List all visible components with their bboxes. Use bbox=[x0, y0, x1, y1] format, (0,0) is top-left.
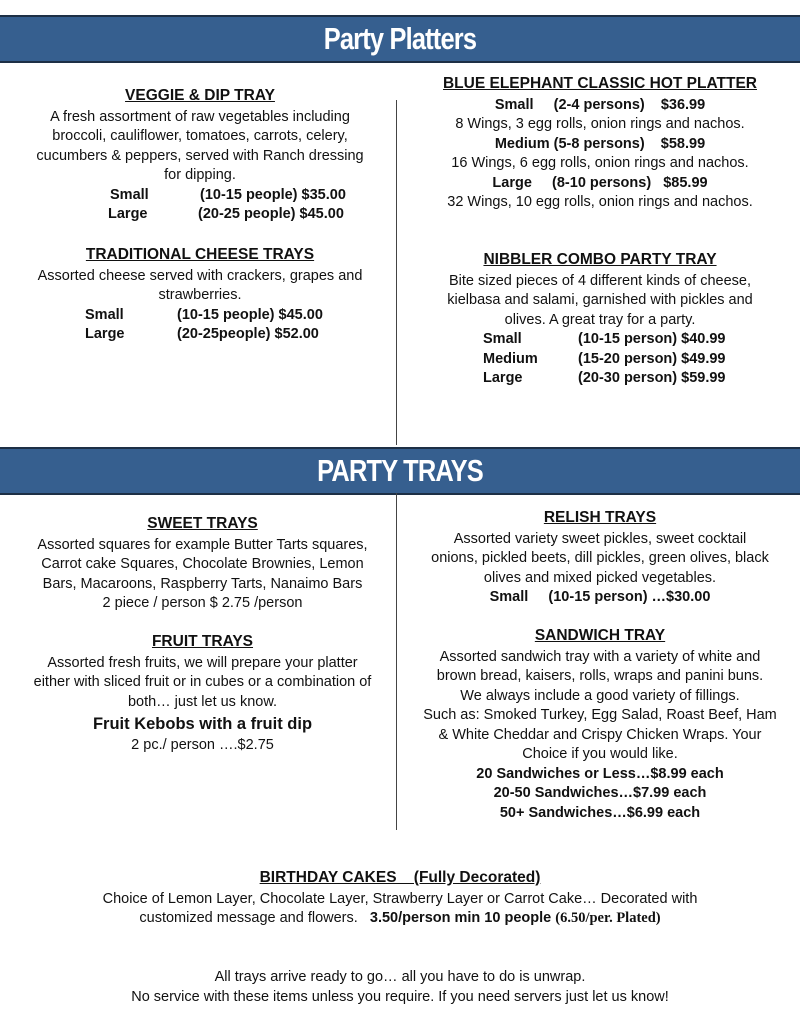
desc-line: brown bread, kaisers, rolls, wraps and panini buns. bbox=[436, 668, 764, 684]
desc-line: cucumbers & peppers, served with Ranch dressing bbox=[36, 147, 364, 164]
column-divider bbox=[396, 100, 397, 445]
party-trays-banner bbox=[0, 447, 800, 495]
column-divider bbox=[396, 493, 397, 830]
desc-line: olives and mixed picked vegetables. bbox=[483, 569, 717, 586]
section-title: VEGGIE & DIP TRAY bbox=[125, 87, 275, 104]
price-line: Small (10-15 person) …$30.00 bbox=[489, 589, 711, 605]
section-title: SWEET TRAYS bbox=[147, 515, 258, 532]
desc-line: We always include a good variety of fillings. bbox=[460, 687, 740, 704]
desc-line: 32 Wings, 10 egg rolls, onion rings and nachos. bbox=[447, 194, 753, 210]
desc-line: 16 Wings, 6 egg rolls, onion rings and nachos. bbox=[451, 155, 749, 171]
cake-price: 3.50/person min 10 people bbox=[369, 910, 552, 926]
price-line: 2 pc./ person ….$2.75 bbox=[131, 737, 274, 753]
price-line: 2 piece / person $ 2.75 /person bbox=[102, 595, 303, 611]
size-label: Large bbox=[85, 326, 125, 342]
size-price: (10-15 person) $40.99 bbox=[578, 331, 726, 347]
section-title: NIBBLER COMBO PARTY TRAY bbox=[483, 251, 717, 268]
desc-line: & White Cheddar and Crispy Chicken Wraps. Your bbox=[438, 726, 762, 743]
cakes-section bbox=[0, 868, 800, 929]
fruit-section bbox=[10, 632, 395, 756]
desc-line: olives. A great tray for a party. bbox=[504, 311, 696, 328]
desc-line: Choice of Lemon Layer, Chocolate Layer, Strawberry Layer or Carrot Cake… Decorated with bbox=[102, 890, 698, 907]
cheese-section bbox=[20, 245, 380, 345]
size-row bbox=[20, 325, 380, 345]
size-row bbox=[405, 350, 795, 370]
size-row bbox=[20, 205, 380, 225]
relish-section bbox=[405, 508, 795, 608]
desc-line: Assorted sandwich tray with a variety of white and bbox=[439, 648, 761, 665]
party-platters-banner bbox=[0, 15, 800, 63]
size-label: Small bbox=[483, 331, 522, 347]
desc-line: 8 Wings, 3 egg rolls, onion rings and nachos. bbox=[455, 116, 745, 132]
desc-line: A fresh assortment of raw vegetables including bbox=[50, 108, 350, 125]
desc-line: Bars, Macaroons, Raspberry Tarts, Nanaimo Bars bbox=[42, 575, 363, 592]
desc-line: Assorted fresh fruits, we will prepare your platter bbox=[47, 654, 358, 671]
hot-platter-section bbox=[405, 74, 795, 213]
size-label: Small bbox=[85, 306, 124, 323]
desc-line: Assorted variety sweet pickles, sweet cocktail bbox=[453, 530, 747, 547]
section-title: TRADITIONAL CHEESE TRAYS bbox=[85, 246, 315, 263]
desc-line: strawberries. bbox=[158, 287, 242, 303]
size-price: Large (8-10 persons) $85.99 bbox=[492, 174, 708, 191]
section-title: BIRTHDAY CAKES (Fully Decorated) bbox=[259, 869, 541, 886]
nibbler-section bbox=[405, 250, 795, 389]
footer-line: No service with these items unless you require. If you need servers just let us know! bbox=[131, 988, 669, 1005]
size-price: (15-20 person) $49.99 bbox=[578, 350, 726, 367]
size-label: Medium bbox=[483, 350, 538, 367]
size-price: (20-30 person) $59.99 bbox=[578, 370, 726, 386]
desc-line: Carrot cake Squares, Chocolate Brownies, Lemon bbox=[41, 556, 364, 572]
section-title: RELISH TRAYS bbox=[543, 509, 657, 526]
price-line bbox=[0, 909, 800, 929]
section-title: BLUE ELEPHANT CLASSIC HOT PLATTER bbox=[442, 75, 758, 92]
desc-text: customized message and flowers. bbox=[139, 910, 358, 926]
section-title: FRUIT TRAYS bbox=[151, 633, 254, 650]
size-price: Medium (5-8 persons) $58.99 bbox=[494, 135, 706, 152]
plated-price: (6.50/per. Plated) bbox=[555, 910, 661, 926]
sandwich-section bbox=[405, 626, 795, 823]
kebob-title: Fruit Kebobs with a fruit dip bbox=[92, 715, 313, 733]
veggie-section bbox=[20, 86, 380, 225]
size-row bbox=[405, 330, 795, 350]
size-row bbox=[405, 369, 795, 389]
size-label: Large bbox=[108, 206, 148, 222]
desc-line: Such as: Smoked Turkey, Egg Salad, Roast Beef, Ham bbox=[423, 707, 777, 723]
size-price: Small (2-4 persons) $36.99 bbox=[494, 96, 706, 113]
footer bbox=[0, 968, 800, 1007]
sweet-section bbox=[15, 514, 390, 614]
size-price: (20-25 people) $45.00 bbox=[198, 206, 344, 222]
size-label: Small bbox=[110, 186, 149, 203]
price-line: 20-50 Sandwiches…$7.99 each bbox=[493, 785, 707, 801]
desc-line: both… just let us know. bbox=[127, 693, 278, 710]
banner-title: PARTY TRAYS bbox=[317, 453, 483, 488]
desc-line: Assorted squares for example Butter Tarts squares, bbox=[37, 536, 368, 553]
section-title: SANDWICH TRAY bbox=[534, 627, 666, 644]
size-row bbox=[20, 306, 380, 326]
desc-line: Assorted cheese served with crackers, grapes and bbox=[37, 267, 363, 284]
price-line: 50+ Sandwiches…$6.99 each bbox=[499, 804, 701, 821]
banner-title: Party Platters bbox=[323, 21, 477, 56]
size-label: Large bbox=[483, 370, 523, 386]
size-row bbox=[20, 186, 380, 206]
desc-line: for dipping. bbox=[164, 167, 236, 183]
desc-line: broccoli, cauliflower, tomatoes, carrots, celery, bbox=[52, 128, 348, 144]
desc-line: onions, pickled beets, dill pickles, green olives, black bbox=[431, 550, 769, 566]
desc-line: Bite sized pieces of 4 different kinds of cheese, bbox=[449, 272, 751, 289]
size-price: (10-15 people) $45.00 bbox=[177, 306, 323, 323]
price-line: 20 Sandwiches or Less…$8.99 each bbox=[476, 765, 724, 782]
size-price: (20-25people) $52.00 bbox=[177, 326, 319, 342]
desc-line: kielbasa and salami, garnished with pickles and bbox=[447, 292, 753, 308]
desc-line: Choice if you would like. bbox=[522, 746, 678, 762]
desc-line: either with sliced fruit or in cubes or a combination of bbox=[33, 674, 372, 690]
size-price: (10-15 people) $35.00 bbox=[200, 186, 346, 203]
footer-line: All trays arrive ready to go… all you have to do is unwrap. bbox=[214, 969, 586, 985]
